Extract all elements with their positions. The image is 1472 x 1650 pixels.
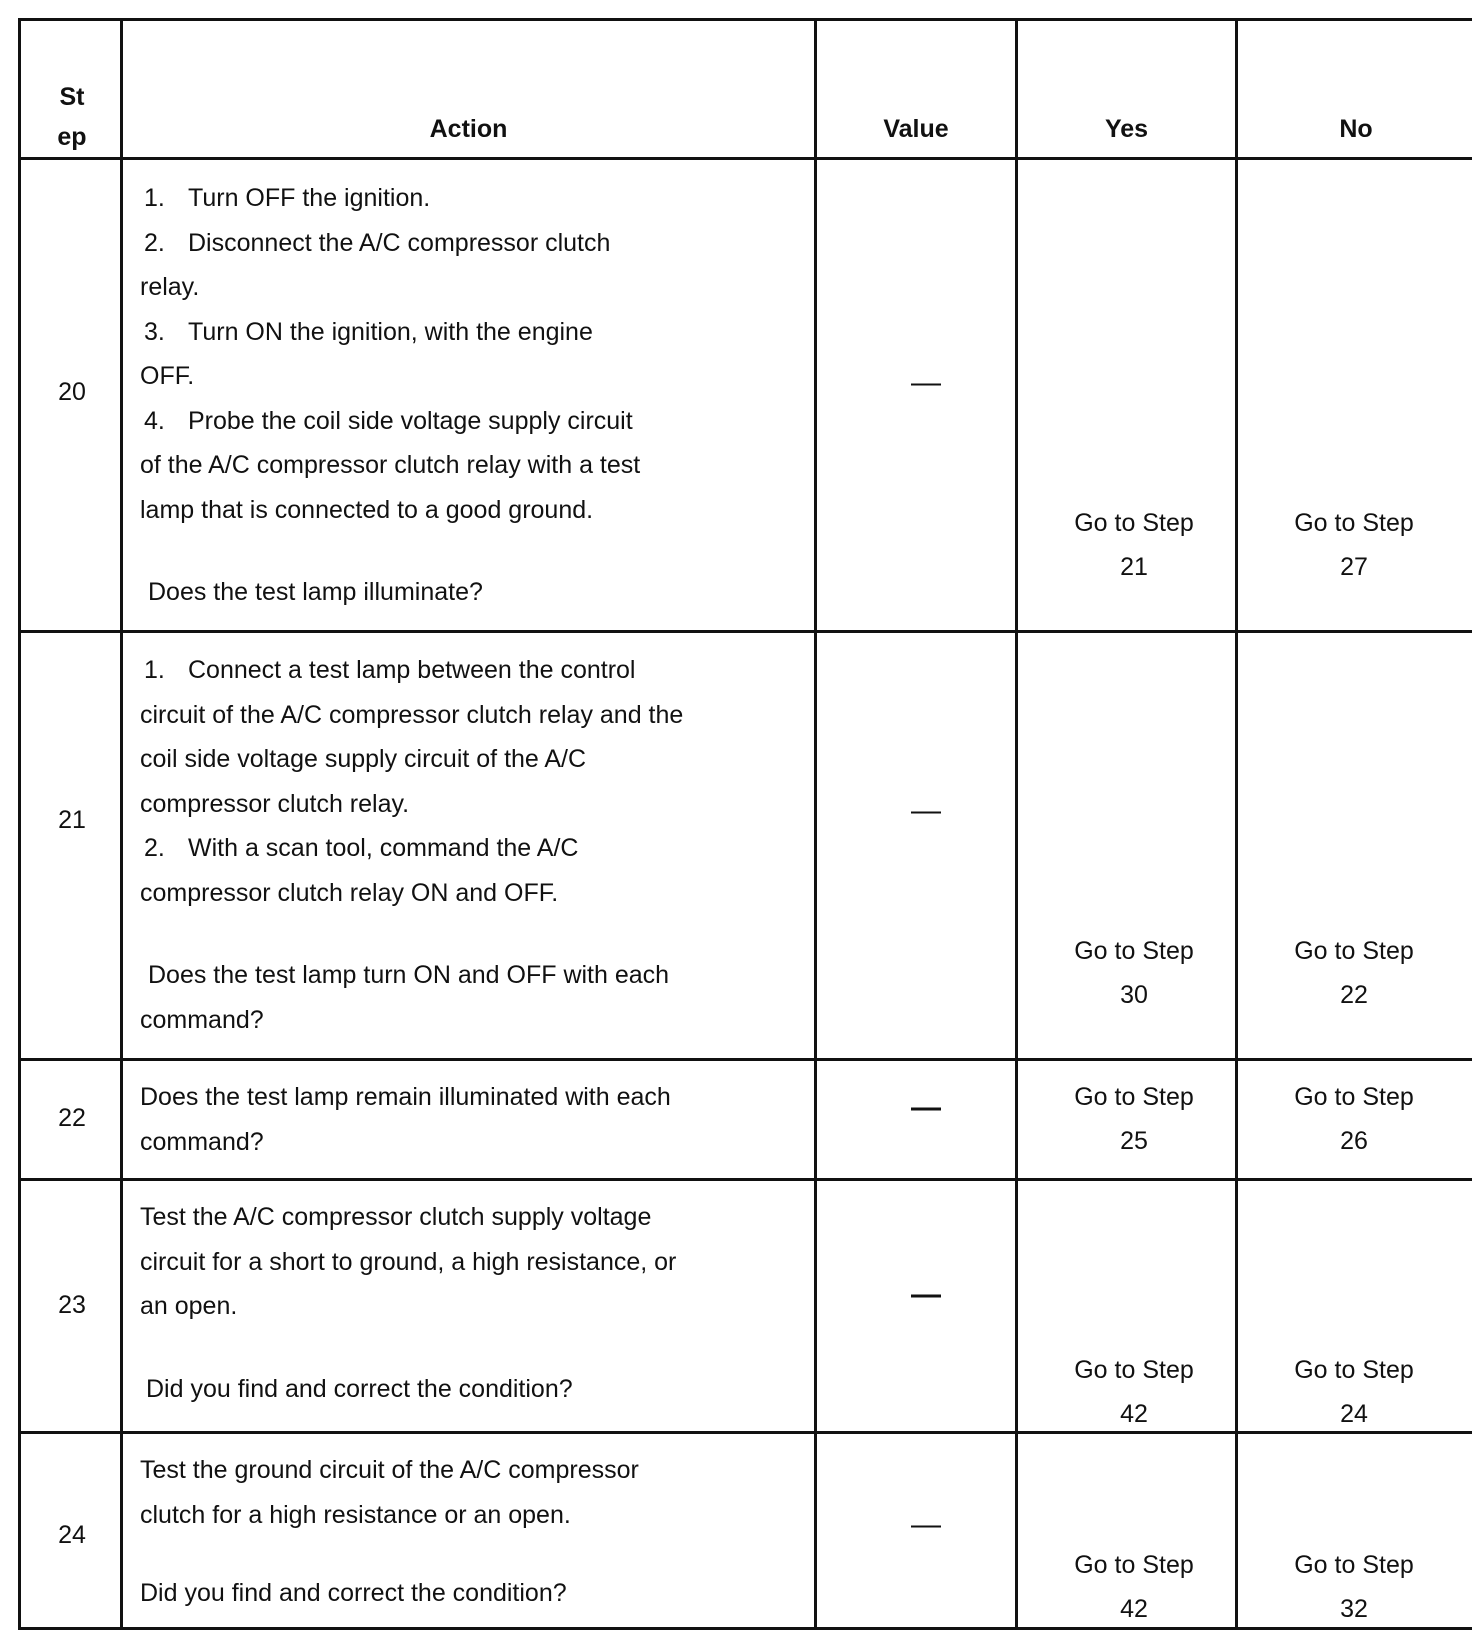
- diagnostic-table: [18, 18, 1472, 1630]
- action-question: Does the test lamp turn ON and OFF with each: [148, 961, 670, 989]
- goto-step: 25: [1120, 1127, 1148, 1155]
- action-line: [140, 443, 740, 488]
- step-number: 22: [58, 1104, 86, 1132]
- action-number: 2.: [144, 228, 165, 257]
- goto-label: Go to Step: [1074, 1551, 1194, 1579]
- action-line: [140, 488, 740, 533]
- goto-step: 32: [1340, 1595, 1368, 1623]
- goto-step: 22: [1340, 981, 1368, 1009]
- action-line: [140, 648, 740, 693]
- goto-label: Go to Step: [1074, 937, 1194, 965]
- action-number: 2.: [144, 834, 165, 862]
- goto-step: 42: [1120, 1595, 1148, 1623]
- action-number: 3.: [144, 317, 165, 346]
- action-text: Test the ground circuit of the A/C compressor: [140, 1456, 639, 1484]
- header-step: [21, 77, 123, 157]
- action-text: Turn OFF the ignition.: [188, 184, 431, 212]
- action-text: compressor clutch relay.: [140, 789, 410, 818]
- step-number: 23: [58, 1291, 86, 1319]
- action-text: coil side voltage supply circuit of the A/C: [140, 745, 587, 773]
- action-text: lamp that is connected to a good ground.: [140, 495, 594, 524]
- action-number: 4.: [144, 406, 165, 435]
- no-cell: [1244, 929, 1464, 1017]
- action-text: Test the A/C compressor clutch supply voltage: [140, 1203, 652, 1231]
- action-line: [140, 176, 740, 221]
- goto-label: Go to Step: [1294, 1356, 1414, 1384]
- action-question: Did you find and correct the condition?: [140, 1579, 567, 1607]
- action-line: [140, 354, 740, 399]
- action-text: compressor clutch relay ON and OFF.: [140, 878, 559, 907]
- action-cell: [140, 1195, 740, 1411]
- action-line: [140, 782, 740, 827]
- row-divider: [21, 1178, 1472, 1181]
- value-cell: —: [911, 366, 941, 399]
- goto-step: 42: [1120, 1400, 1148, 1428]
- action-text: of the A/C compressor clutch relay with a test: [140, 451, 641, 479]
- row-divider: [21, 1058, 1472, 1061]
- step-number: 21: [58, 806, 86, 834]
- action-question: command?: [140, 1127, 264, 1156]
- action-text: circuit of the A/C compressor clutch relay and the: [140, 700, 684, 729]
- step-number: 20: [58, 378, 86, 406]
- action-line: [140, 221, 740, 266]
- header-no: No: [1339, 115, 1373, 143]
- yes-cell: [1024, 1075, 1244, 1163]
- goto-label: Go to Step: [1074, 1083, 1194, 1111]
- no-cell: [1244, 1075, 1464, 1163]
- action-text: relay.: [140, 273, 200, 301]
- yes-cell: [1024, 1348, 1244, 1436]
- value-cell: —: [911, 1508, 941, 1541]
- header-step-line1: St: [59, 83, 85, 111]
- action-cell: [140, 1448, 740, 1616]
- action-text: clutch for a high resistance or an open.: [140, 1500, 571, 1529]
- action-question: command?: [140, 1005, 264, 1034]
- action-question: Does the test lamp illuminate?: [148, 578, 483, 606]
- header-yes: Yes: [1104, 115, 1149, 143]
- step-number: 24: [58, 1521, 86, 1549]
- no-cell: [1244, 1348, 1464, 1436]
- action-text: OFF.: [140, 362, 195, 390]
- action-text: Disconnect the A/C compressor clutch: [188, 228, 611, 257]
- no-cell: [1244, 1543, 1464, 1631]
- action-text: Probe the coil side voltage supply circuit: [188, 406, 633, 435]
- header-action: Action: [429, 115, 508, 143]
- action-cell: [140, 648, 740, 1042]
- action-line: [140, 310, 740, 355]
- goto-label: Go to Step: [1294, 1083, 1414, 1111]
- goto-step: 24: [1340, 1400, 1368, 1428]
- action-line: [140, 826, 740, 871]
- goto-step: 27: [1340, 553, 1368, 581]
- header-step-line2: ep: [57, 123, 87, 151]
- action-cell: [140, 1075, 740, 1164]
- column-divider: [814, 21, 817, 1627]
- row-divider: [21, 157, 1472, 160]
- goto-label: Go to Step: [1074, 509, 1194, 537]
- goto-label: Go to Step: [1294, 509, 1414, 537]
- action-number: 1.: [144, 656, 165, 684]
- action-text: circuit for a short to ground, a high resistance, or: [140, 1247, 677, 1276]
- yes-cell: [1024, 1543, 1244, 1631]
- value-cell: —: [911, 794, 941, 827]
- yes-cell: [1024, 501, 1244, 589]
- action-line: [140, 265, 740, 310]
- value-cell: —: [911, 1091, 941, 1124]
- goto-label: Go to Step: [1074, 1356, 1194, 1384]
- action-text: Turn ON the ignition, with the engine: [188, 317, 593, 346]
- no-cell: [1244, 501, 1464, 589]
- header-value: Value: [883, 115, 949, 143]
- action-line: [140, 693, 740, 738]
- action-text: With a scan tool, command the A/C: [188, 834, 579, 862]
- action-line: [140, 871, 740, 916]
- action-line: [140, 737, 740, 782]
- action-question: Did you find and correct the condition?: [146, 1374, 573, 1403]
- action-text: Connect a test lamp between the control: [188, 656, 636, 684]
- yes-cell: [1024, 929, 1244, 1017]
- goto-step: 21: [1120, 553, 1148, 581]
- row-divider: [21, 630, 1472, 633]
- value-cell: —: [911, 1278, 941, 1311]
- action-question: Does the test lamp remain illuminated with each: [140, 1083, 671, 1111]
- goto-label: Go to Step: [1294, 1551, 1414, 1579]
- action-cell: [140, 176, 740, 615]
- action-line: [140, 399, 740, 444]
- goto-step: 26: [1340, 1127, 1368, 1155]
- action-number: 1.: [144, 184, 165, 212]
- action-text: an open.: [140, 1292, 238, 1320]
- goto-step: 30: [1120, 981, 1148, 1009]
- goto-label: Go to Step: [1294, 937, 1414, 965]
